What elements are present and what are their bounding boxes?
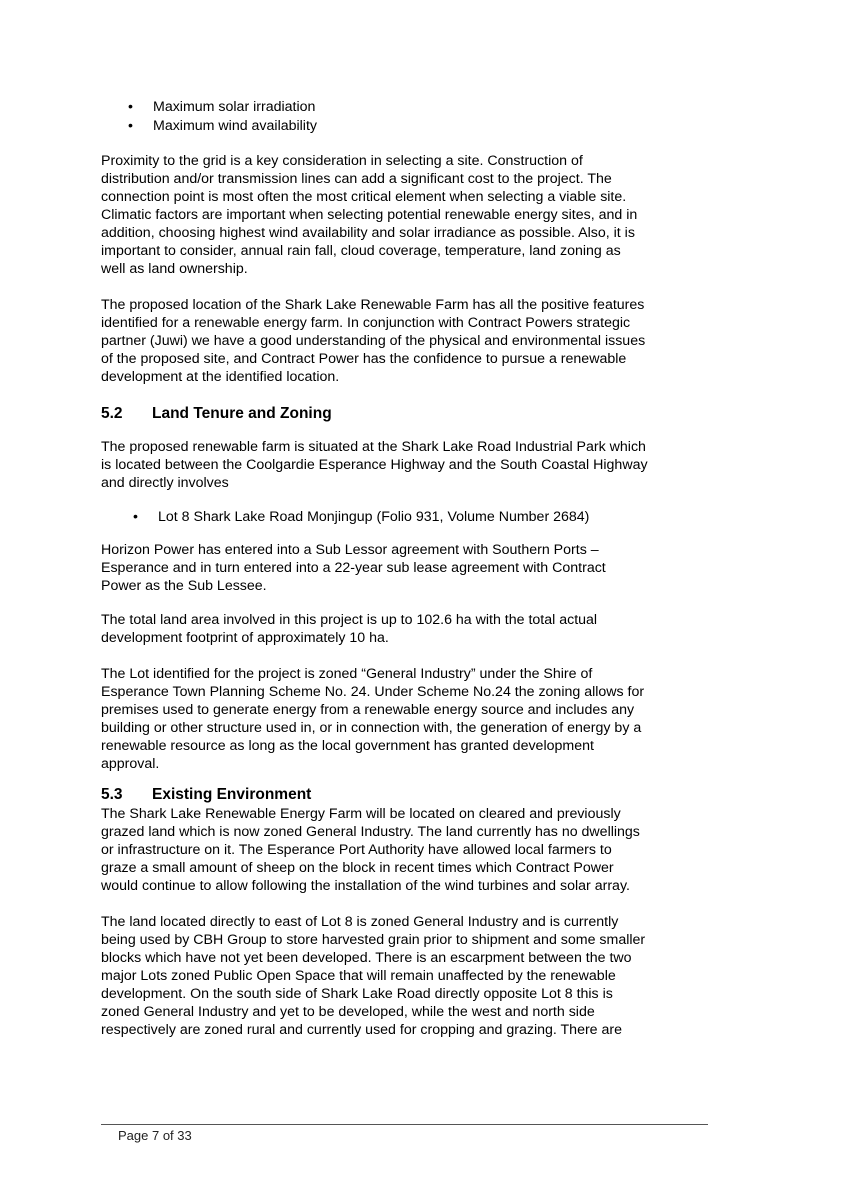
page-number: Page 7 of 33 xyxy=(118,1128,192,1143)
paragraph-surrounding-land: The land located directly to east of Lot 8 is zoned General Industry and is currently being used by CBH Group to store harvested grain prior to shipment and some smaller blocks which have not yet been developed. There is an escarpment between the two major Lots zoned Public Open Space that will remain unaffected by the renewable development. On the south side of Shark Lake Road directly opposite Lot 8 this is zoned General Industry and yet to be developed, while the west and north side respectively are zoned rural and currently used for cropping and grazing. There are xyxy=(101,914,646,1038)
paragraph-land-location: The proposed renewable farm is situated at the Shark Lake Road Industrial Park which is located between the Coolgardie Esperance Highway and the South Coastal Highway and directly involves xyxy=(101,439,648,491)
bullet-icon: • xyxy=(128,118,133,134)
bullet-icon: • xyxy=(128,99,133,115)
paragraph-land-area: The total land area involved in this project is up to 102.6 ha with the total actual development footprint of approximately 10 ha. xyxy=(101,612,598,646)
paragraph-existing-land: The Shark Lake Renewable Energy Farm will be located on cleared and previously grazed land which is now zoned General Industry. The land currently has no dwellings or infrastructure on it. The Esperance Port Authority have allowed local farmers to graze a small amount of sheep on the block in recent times which Contract Power would continue to allow following the installation of the wind turbines and solar array. xyxy=(101,806,640,894)
paragraph-proposed-location: The proposed location of the Shark Lake Renewable Farm has all the positive features identified for a renewable energy farm. In conjunction with Contract Powers strategic partner (Juwi) we have a good understanding of the physical and environmental issues of the proposed site, and Contract Power has the confidence to pursue a renewable development at the identified location. xyxy=(101,297,646,385)
list-item: • Maximum solar irradiation xyxy=(128,99,316,115)
section-heading-5-2: 5.2 Land Tenure and Zoning xyxy=(101,405,332,422)
lot-bullet-list xyxy=(101,508,711,527)
paragraph-grid-proximity: Proximity to the grid is a key consideration in selecting a site. Construction of distribution and/or transmission lines can add a significant cost to the project. The connection point is most often the most critical element when selecting a viable site. Climatic factors are important when selecting potential renewable energy sites, and in addition, choosing highest wind availability and solar irradiance as possible. Also, it is important to consider, annual rain fall, cloud coverage, temperature, land zoning as well as land ownership. xyxy=(101,153,638,277)
list-item: • Lot 8 Shark Lake Road Monjingup (Folio 931, Volume Number 2684) xyxy=(133,509,590,525)
paragraph-zoning: The Lot identified for the project is zoned “General Industry” under the Shire of Esperance Town Planning Scheme No. 24. Under Scheme No.24 the zoning allows for premises used to generate energy from a renewable energy source and includes any building or other structure used in, or in connection with, the generation of energy by a renewable resource as long as the local government has granted development approval. xyxy=(101,666,645,772)
bullet-icon: • xyxy=(133,509,138,525)
section-heading-5-3: 5.3 Existing Environment xyxy=(101,786,312,803)
footer-divider xyxy=(101,1124,708,1125)
document-body xyxy=(101,98,711,1039)
paragraph-sub-lease: Horizon Power has entered into a Sub Lessor agreement with Southern Ports – Esperance and in turn entered into a 22-year sub lease agreement with Contract Power as the Sub Lessee. xyxy=(101,542,606,594)
intro-bullet-list xyxy=(101,98,711,136)
list-item: • Maximum wind availability xyxy=(128,118,317,134)
